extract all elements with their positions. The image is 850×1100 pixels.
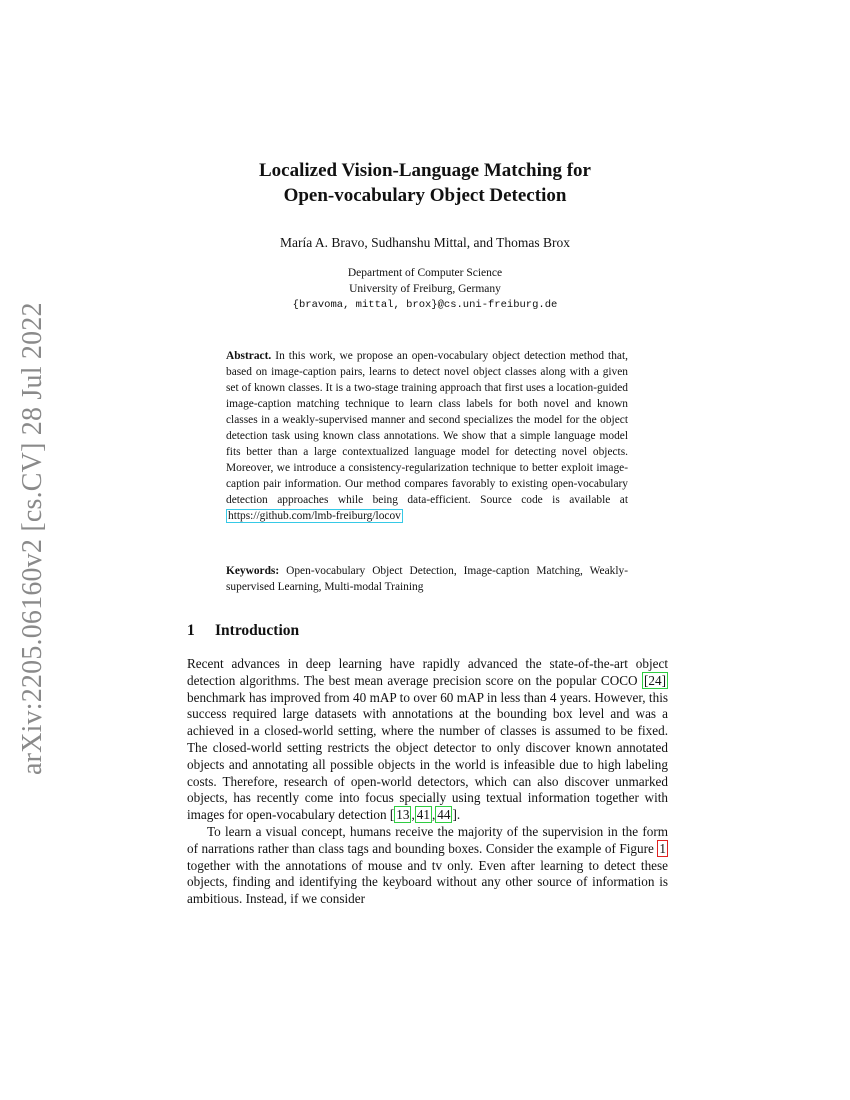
affiliation [150,265,700,313]
citation-link[interactable]: [24] [644,672,666,688]
author-emails: {bravoma, mittal, brox}@cs.uni-freiburg.de [292,299,558,311]
intro-p1-text-b: benchmark has improved from 40 mAP to over 60 mAP in less than 4 years. However, this success required large datasets with annotations at the bounding box level and was a achieved in a closed-world setting, where the number of classes is assumed to be fixed. The closed-world setting restricts the object detector to only discover known annotated objects and annotating all possible objects in the world is infeasible due to high labeling costs. Therefore, research of open-world detectors, which can also discover unmarked objects, has recently come into focus specially using textual information together with images for open-vocabulary detection [187,689,668,823]
university: University of Freiburg, Germany [349,283,501,295]
abstract-label: Abstract. [226,350,272,362]
intro-p2-text-b: together with the annotations of mouse and tv only. Even after learning to detect these objects, finding and identifying the keyboard without any other source of information is ambitious. Instead, if we consider [187,857,668,907]
figure-reference-link[interactable]: 1 [659,840,666,856]
title-line-1: Localized Vision-Language Matching for [259,160,591,181]
keywords-label: Keywords: [226,565,280,577]
title-line-2: Open-vocabulary Object Detection [283,185,567,206]
abstract [226,348,628,525]
citation-link[interactable]: 41 [416,807,430,823]
intro-paragraph-1: Recent advances in deep learning have rapidly advanced the state-of-the-art object detection algorithms. The best mean average precision score on the popular COCO [24] benchmark has improved from 40 mAP to over 60 mAP in less than 4 years. However, this success required large datasets with annotations at the bounding box level and was a achieved in a closed-world setting, where the number of classes is assumed to be fixed. The closed-world setting restricts the object detector to only discover known annotated objects and annotating all possible objects in the world is infeasible due to high labeling costs. Therefore, research of open-world detectors, which can also discover unmarked objects, has recently come into focus specially using textual information together with images for open-vocabulary detection [ 13 , 41 , 44 ]. [187,656,668,823]
source-code-link[interactable]: https://github.com/lmb-freiburg/locov [228,510,401,523]
section-number: 1 [187,622,195,639]
section-heading-introduction [187,622,299,640]
citation-number: 24 [648,672,662,688]
keywords-text: Open-vocabulary Object Detection, Image-caption Matching, Weakly-supervised Learning, Multi-modal Training [226,565,628,594]
department: Department of Computer Science [347,267,503,279]
paper-title [150,158,700,208]
citation-link[interactable]: 44 [437,807,451,823]
introduction-body [187,656,668,908]
intro-paragraph-2 [187,824,668,908]
citation-link[interactable]: 13 [396,807,410,823]
arxiv-identifier: arXiv:2205.06160v2 [cs.CV] 28 Jul 2022 [17,302,48,775]
author-list: María A. Bravo, Sudhanshu Mittal, and Thomas Brox [280,235,570,250]
intro-p1-text-a: Recent advances in deep learning have rapidly advanced the state-of-the-art object detection algorithms. The best mean average precision score on the popular COCO [187,656,668,688]
intro-p2-text-a: To learn a visual concept, humans receive the majority of the supervision in the form of narrations rather than class tags and bounding boxes. Consider the example of Figure [187,823,668,856]
keywords [226,563,628,595]
abstract-text: In this work, we propose an open-vocabulary object detection method that, based on image-caption pairs, learns to detect novel object classes along with a given set of known classes. It is a two-stage training approach that first uses a location-guided image-caption matching technique to learn class labels for both novel and known classes in a weakly-supervised manner and second specializes the model for the object detection task using known class annotations. We show that a simple language model fits better than a large contextualized language model for detecting novel objects. Moreover, we introduce a consistency-regularization technique to better exploit image-caption pair information. Our method compares favorably to existing open-vocabulary detection approaches while being data-efficient. Source code is available at [226,350,628,507]
section-title: Introduction [215,622,300,639]
